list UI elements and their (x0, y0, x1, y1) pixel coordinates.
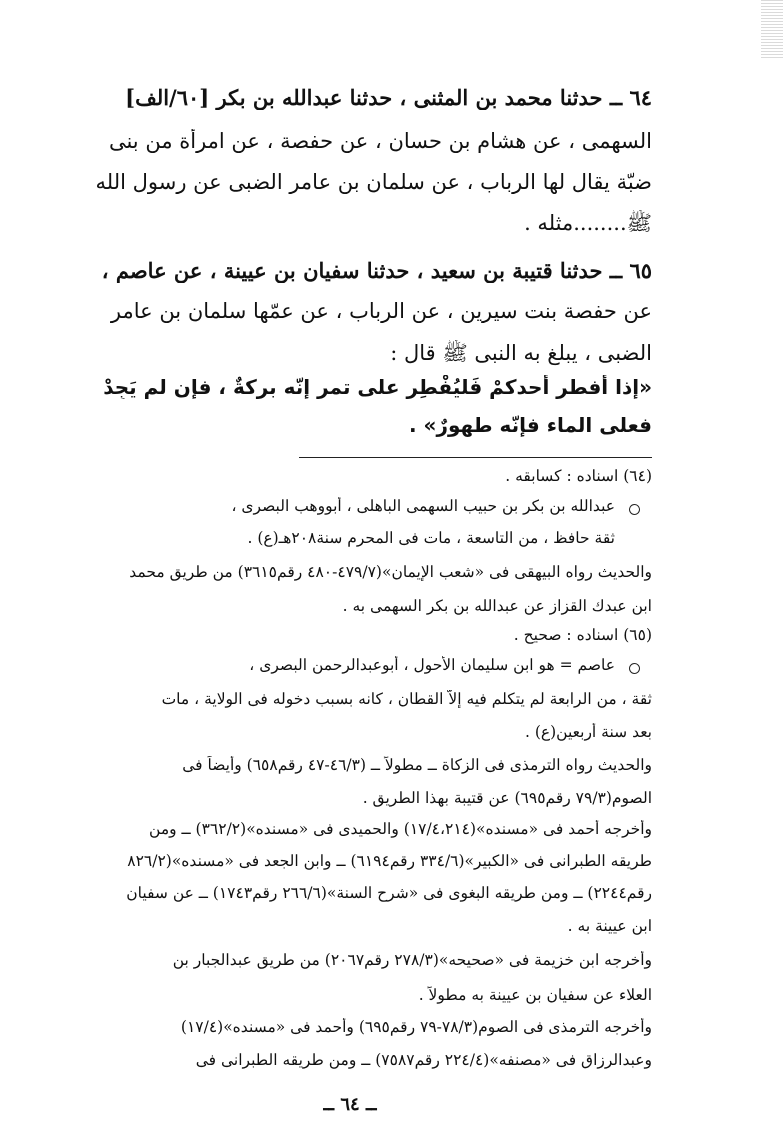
hadith-65-line-1: ٦٥ ــ حدثنا قتيبة بن سعيد ، حدثنا سفيان بن عيينة ، عن عاصم ، (101, 258, 652, 283)
scan-edge-texture (761, 0, 783, 60)
footnote-line: ثقة حافظ ، من التاسعة ، مات فى المحرم سنة٢٠٨هـ(ع) . (247, 529, 615, 547)
footnote-line: عبدالله بن بكر بن حبيب السهمى الباهلى ، أبووهب البصرى ، (231, 497, 615, 515)
footnote-line: العلاء عن سفيان بن عيينة به مطولاً . (418, 986, 652, 1004)
footnote-line: وأخرجه الترمذى فى الصوم(٧٨/٣-٧٩ رقم٦٩٥) وأحمد فى «مسنده»(١٧/٤) (180, 1018, 652, 1036)
circle-bullet-icon (627, 661, 641, 675)
hadith-quote-line-1: «إذا أفطر أحدكمْ فَليُفْطِر على تمر إنّه بركةٌ ، فإن لم يَجِدْ (103, 375, 652, 399)
hadith-64-line-4: ﷺ........مثله . (524, 211, 652, 235)
footnote-line: وأخرجه أحمد فى «مسنده»(١٧/٤،٢١٤) والحميدى فى «مسنده»(٣٦٢/٢) ــ ومن (149, 820, 652, 838)
footnote-separator (299, 457, 652, 458)
footnote-line: الصوم(٧٩/٣ رقم٦٩٥) عن قتيبة بهذا الطريق . (362, 789, 652, 807)
footnote-line: بعد سنة أربعين(ع) . (524, 723, 652, 741)
footnote-line: ابن عبدك القزاز عن عبدالله بن بكر السهمى به . (342, 597, 652, 615)
footnote-line: والحديث رواه البيهقى فى «شعب الإيمان»(٤٧٩/٧-٤٨٠ رقم٣٦١٥) من طريق محمد (129, 563, 652, 581)
page-number: ــ ٦٤ ــ (323, 1094, 377, 1115)
footnote-65-heading: (٦٥) اسناده : صحيح . (513, 626, 652, 644)
footnote-line: ثقة ، من الرابعة لم يتكلم فيه إلاّ القطان ، كانه بسبب دخوله فى الولاية ، مات (161, 690, 652, 708)
hadith-64-line-3: ضبّة يقال لها الرباب ، عن سلمان بن عامر الضبى عن رسول الله (95, 170, 652, 194)
footnote-line: وعبدالرزاق فى «مصنفه»(٢٢٤/٤ رقم٧٥٨٧) ــ ومن طريقه الطبرانى فى (195, 1051, 652, 1069)
hadith-65-line-3: الضبى ، يبلغ به النبى ﷺ قال : (390, 341, 652, 365)
footnote-line: والحديث رواه الترمذى فى الزكاة ــ مطولاً ــ (٤٦/٣-٤٧ رقم٦٥٨) وأيضاً فى (182, 756, 652, 774)
footnote-line: وأخرجه ابن خزيمة فى «صحيحه»(٢٧٨/٣ رقم٢٠٦٧) من طريق عبدالجبار بن (172, 951, 652, 969)
footnote-line: رقم٢٢٤٤) ــ ومن طريقه البغوى فى «شرح السنة»(٢٦٦/٦ رقم١٧٤٣) ــ عن سفيان (126, 884, 652, 902)
hadith-64-line-1: ٦٤ ــ حدثنا محمد بن المثنى ، حدثنا عبدالله بن بكر [٦٠/الف] (125, 85, 652, 110)
footnote-line: ابن عيينة به . (567, 917, 652, 935)
footnote-64-heading: (٦٤) اسناده : كسابقه . (505, 467, 652, 485)
footnote-line: عاصم = هو ابن سليمان الأحول ، أبوعبدالرحمن البصرى ، (249, 656, 615, 674)
hadith-65-line-2: عن حفصة بنت سيرين ، عن الرباب ، عن عمّها سلمان بن عامر (110, 299, 652, 323)
hadith-quote-line-2: فعلى الماء فإنّه طهورٌ» . (409, 413, 652, 437)
footnote-line: طريقه الطبرانى فى «الكبير»(٣٣٤/٦ رقم٦١٩٤) ــ وابن الجعد فى «مسنده»(٨٢٦/٢ (127, 852, 652, 870)
hadith-64-line-2: السهمى ، عن هشام بن حسان ، عن حفصة ، عن امرأة من بنى (108, 129, 652, 153)
circle-bullet-icon (627, 502, 641, 516)
